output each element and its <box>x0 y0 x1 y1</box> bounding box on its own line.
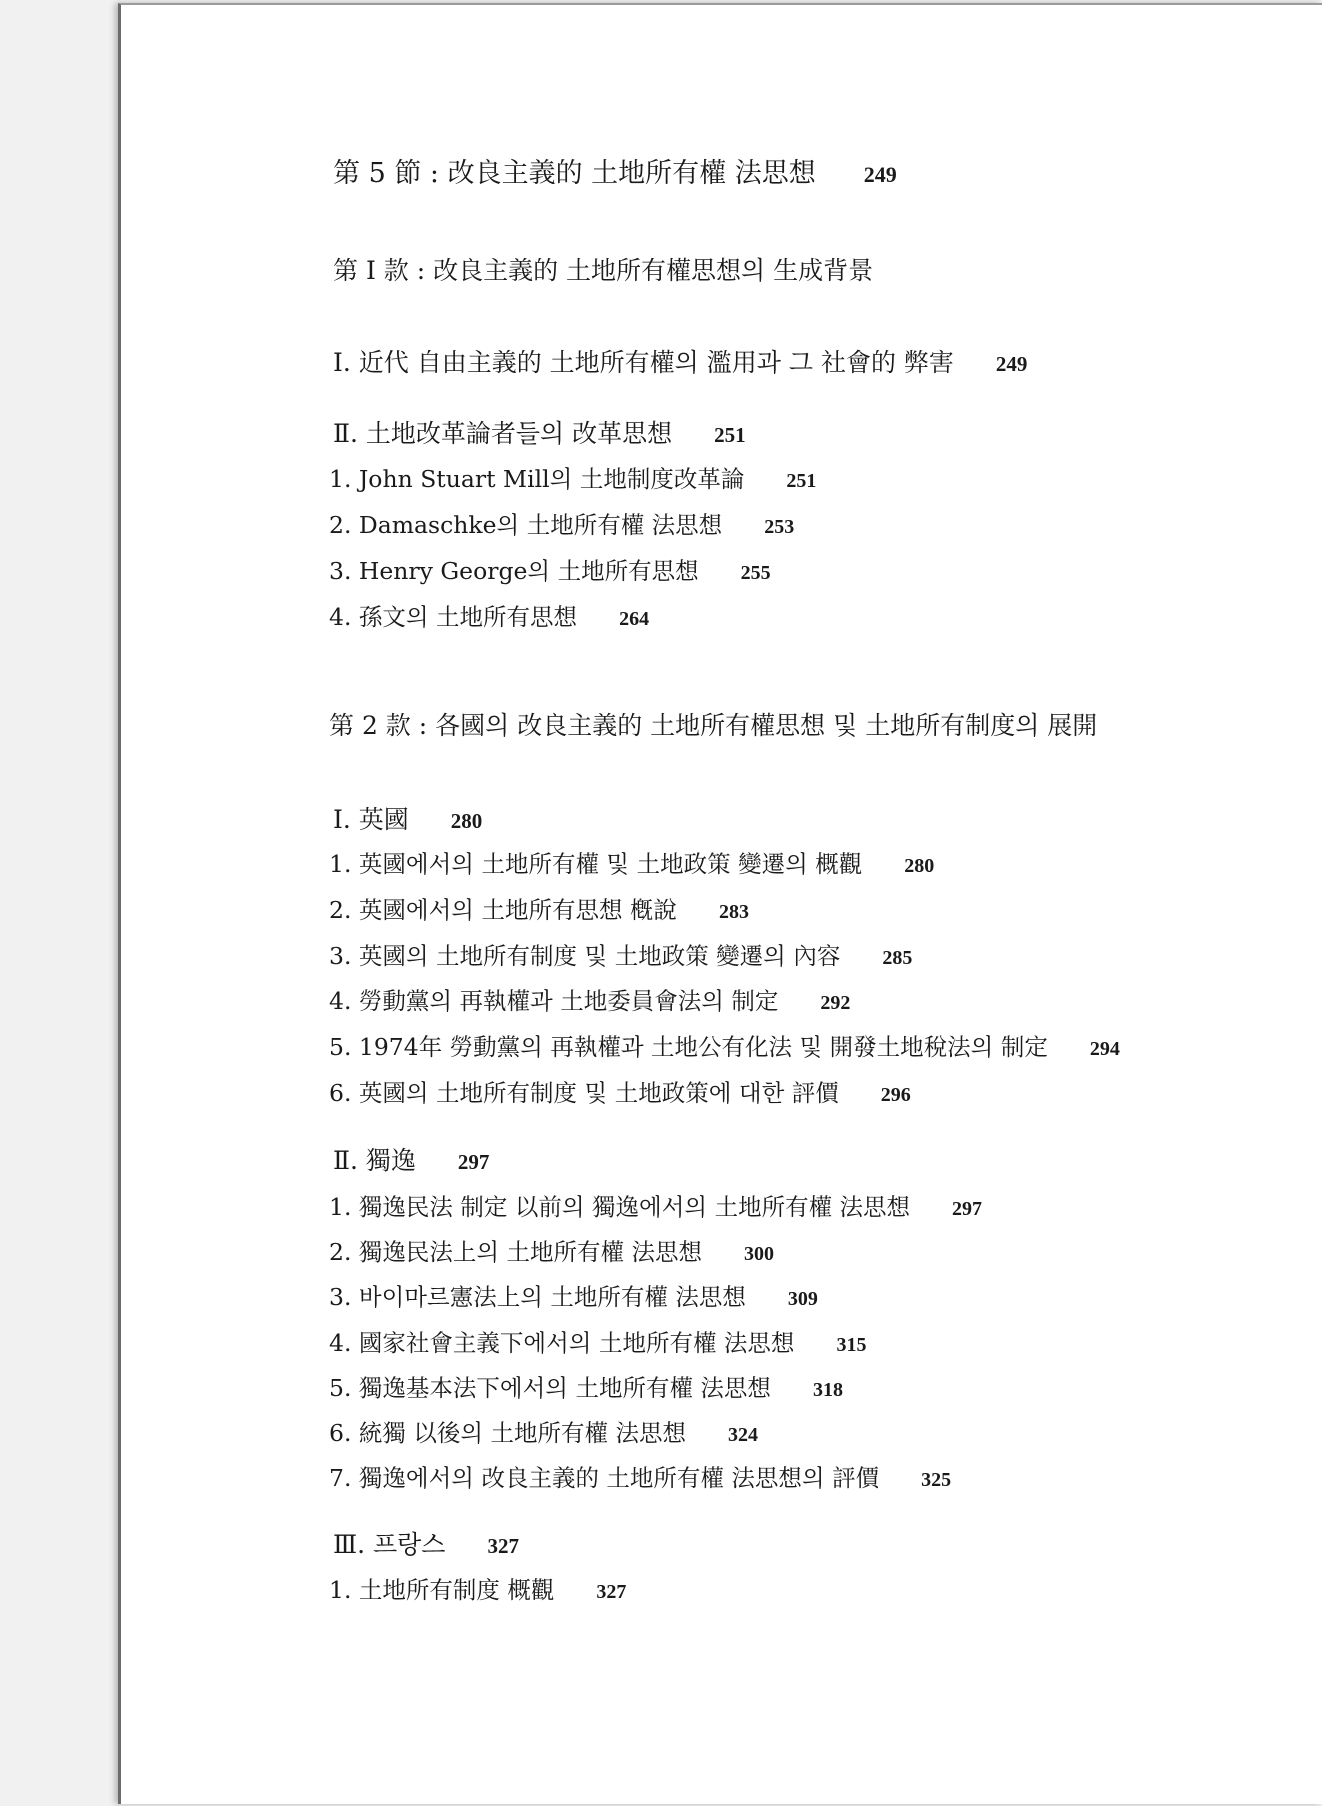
toc-item <box>329 1193 983 1221</box>
toc-entry-title: 3. 바이마르憲法上의 土地所有權 法思想 <box>329 1283 746 1311</box>
toc-item <box>329 557 771 585</box>
toc-entry-title: 7. 獨逸에서의 改良主義的 土地所有權 法思想의 評價 <box>329 1464 880 1492</box>
toc-heading <box>333 807 482 832</box>
toc-item <box>329 1079 911 1107</box>
toc-heading <box>333 350 1027 375</box>
toc-entry-title: Ⅰ. 近代 自由主義的 土地所有權의 濫用과 그 社會的 弊害 <box>333 348 954 377</box>
toc-page-number: 309 <box>787 1288 818 1310</box>
toc-entry-title: 2. 英國에서의 土地所有思想 槪說 <box>329 896 677 924</box>
toc-page-number: 253 <box>764 516 795 538</box>
toc-item <box>329 850 935 878</box>
toc-item <box>329 1238 775 1266</box>
toc-item <box>329 1464 952 1492</box>
toc-item <box>329 1374 843 1402</box>
toc-page-number: 297 <box>952 1198 983 1220</box>
toc-entry-title: 2. 獨逸民法上의 土地所有權 法思想 <box>329 1238 703 1266</box>
toc-heading <box>333 1532 519 1557</box>
toc-item <box>329 1033 1120 1061</box>
toc-entry-title: 1. John Stuart Mill의 土地制度改革論 <box>329 465 745 493</box>
toc-subsection-2 <box>329 713 1097 738</box>
toc-entry-title: 3. 英國의 土地所有制度 및 土地政策 變遷의 內容 <box>329 942 841 970</box>
toc-entry-title: 3. Henry George의 土地所有思想 <box>329 557 699 585</box>
toc-entry-title: 6. 英國의 土地所有制度 및 土地政策에 대한 評價 <box>329 1079 839 1107</box>
toc-page-number: 285 <box>882 947 913 969</box>
toc-page-number: 280 <box>904 855 935 877</box>
toc-entry-title: 第 I 款 : 改良主義的 土地所有權思想의 生成背景 <box>333 256 874 285</box>
toc-page-number: 251 <box>714 423 746 447</box>
toc-item <box>329 1283 818 1311</box>
toc-item <box>329 603 650 631</box>
toc-entry-title: 1. 英國에서의 土地所有權 및 土地政策 變遷의 概觀 <box>329 850 863 878</box>
toc-page-number: 327 <box>487 1534 519 1558</box>
toc-entry-title: Ⅱ. 獨逸 <box>333 1146 416 1175</box>
toc-page-number: 296 <box>880 1084 911 1106</box>
toc-subsection-1 <box>333 258 873 283</box>
toc-page-number: 251 <box>786 470 817 492</box>
toc-entry-title: Ⅲ. 프랑스 <box>333 1530 446 1559</box>
toc-item <box>329 942 913 970</box>
toc-page-number: 294 <box>1089 1038 1120 1060</box>
toc-page-number: 324 <box>728 1424 759 1446</box>
toc-item <box>329 987 851 1015</box>
toc-item <box>329 1576 627 1604</box>
document-page <box>118 3 1322 1804</box>
toc-entry-title: 第 5 節 : 改良主義的 土地所有權 法思想 <box>333 158 816 189</box>
toc-page-number: 249 <box>995 352 1028 376</box>
toc-page-number: 297 <box>457 1150 490 1174</box>
toc-page-number: 325 <box>921 1469 952 1491</box>
toc-section-5 <box>333 160 897 187</box>
toc-entry-title: 6. 統獨 以後의 土地所有權 法思想 <box>329 1419 687 1447</box>
toc-page-number: 292 <box>820 992 851 1014</box>
toc-page-number: 318 <box>812 1379 843 1401</box>
toc-page-number: 249 <box>863 162 897 187</box>
toc-item <box>329 511 795 539</box>
toc-heading <box>333 421 746 446</box>
toc-entry-title: 4. 勞動黨의 再執權과 土地委員會法의 制定 <box>329 987 779 1015</box>
toc-heading <box>333 1148 489 1173</box>
toc-page-number: 255 <box>740 562 771 584</box>
toc-entry-title: 4. 國家社會主義下에서의 土地所有權 法思想 <box>329 1329 795 1357</box>
toc-entry-title: 2. Damaschke의 土地所有權 法思想 <box>329 511 723 539</box>
toc-entry-title: 1. 獨逸民法 制定 以前의 獨逸에서의 土地所有權 法思想 <box>329 1193 911 1221</box>
toc-page-number: 327 <box>596 1581 627 1603</box>
toc-entry-title: Ⅰ. 英國 <box>333 805 409 834</box>
toc-item <box>329 896 749 924</box>
toc-entry-title: 4. 孫文의 土地所有思想 <box>329 603 578 631</box>
toc-item <box>329 1329 867 1357</box>
toc-item <box>329 1419 759 1447</box>
toc-item <box>329 465 817 493</box>
toc-entry-title: 1. 土地所有制度 概觀 <box>329 1576 555 1604</box>
toc-page-number: 280 <box>450 809 483 833</box>
toc-entry-title: 第 2 款 : 各國의 改良主義的 土地所有權思想 및 土地所有制度의 展開 <box>329 711 1098 740</box>
toc-page-number: 264 <box>619 608 650 630</box>
toc-entry-title: 5. 1974年 勞動黨의 再執權과 土地公有化法 및 開發土地稅法의 制定 <box>329 1033 1048 1061</box>
toc-page-number: 300 <box>744 1243 775 1265</box>
toc-entry-title: 5. 獨逸基本法下에서의 土地所有權 法思想 <box>329 1374 771 1402</box>
toc-entry-title: Ⅱ. 土地改革論者들의 改革思想 <box>333 419 673 448</box>
toc-page-number: 283 <box>718 901 749 923</box>
toc-page-number: 315 <box>836 1334 867 1356</box>
